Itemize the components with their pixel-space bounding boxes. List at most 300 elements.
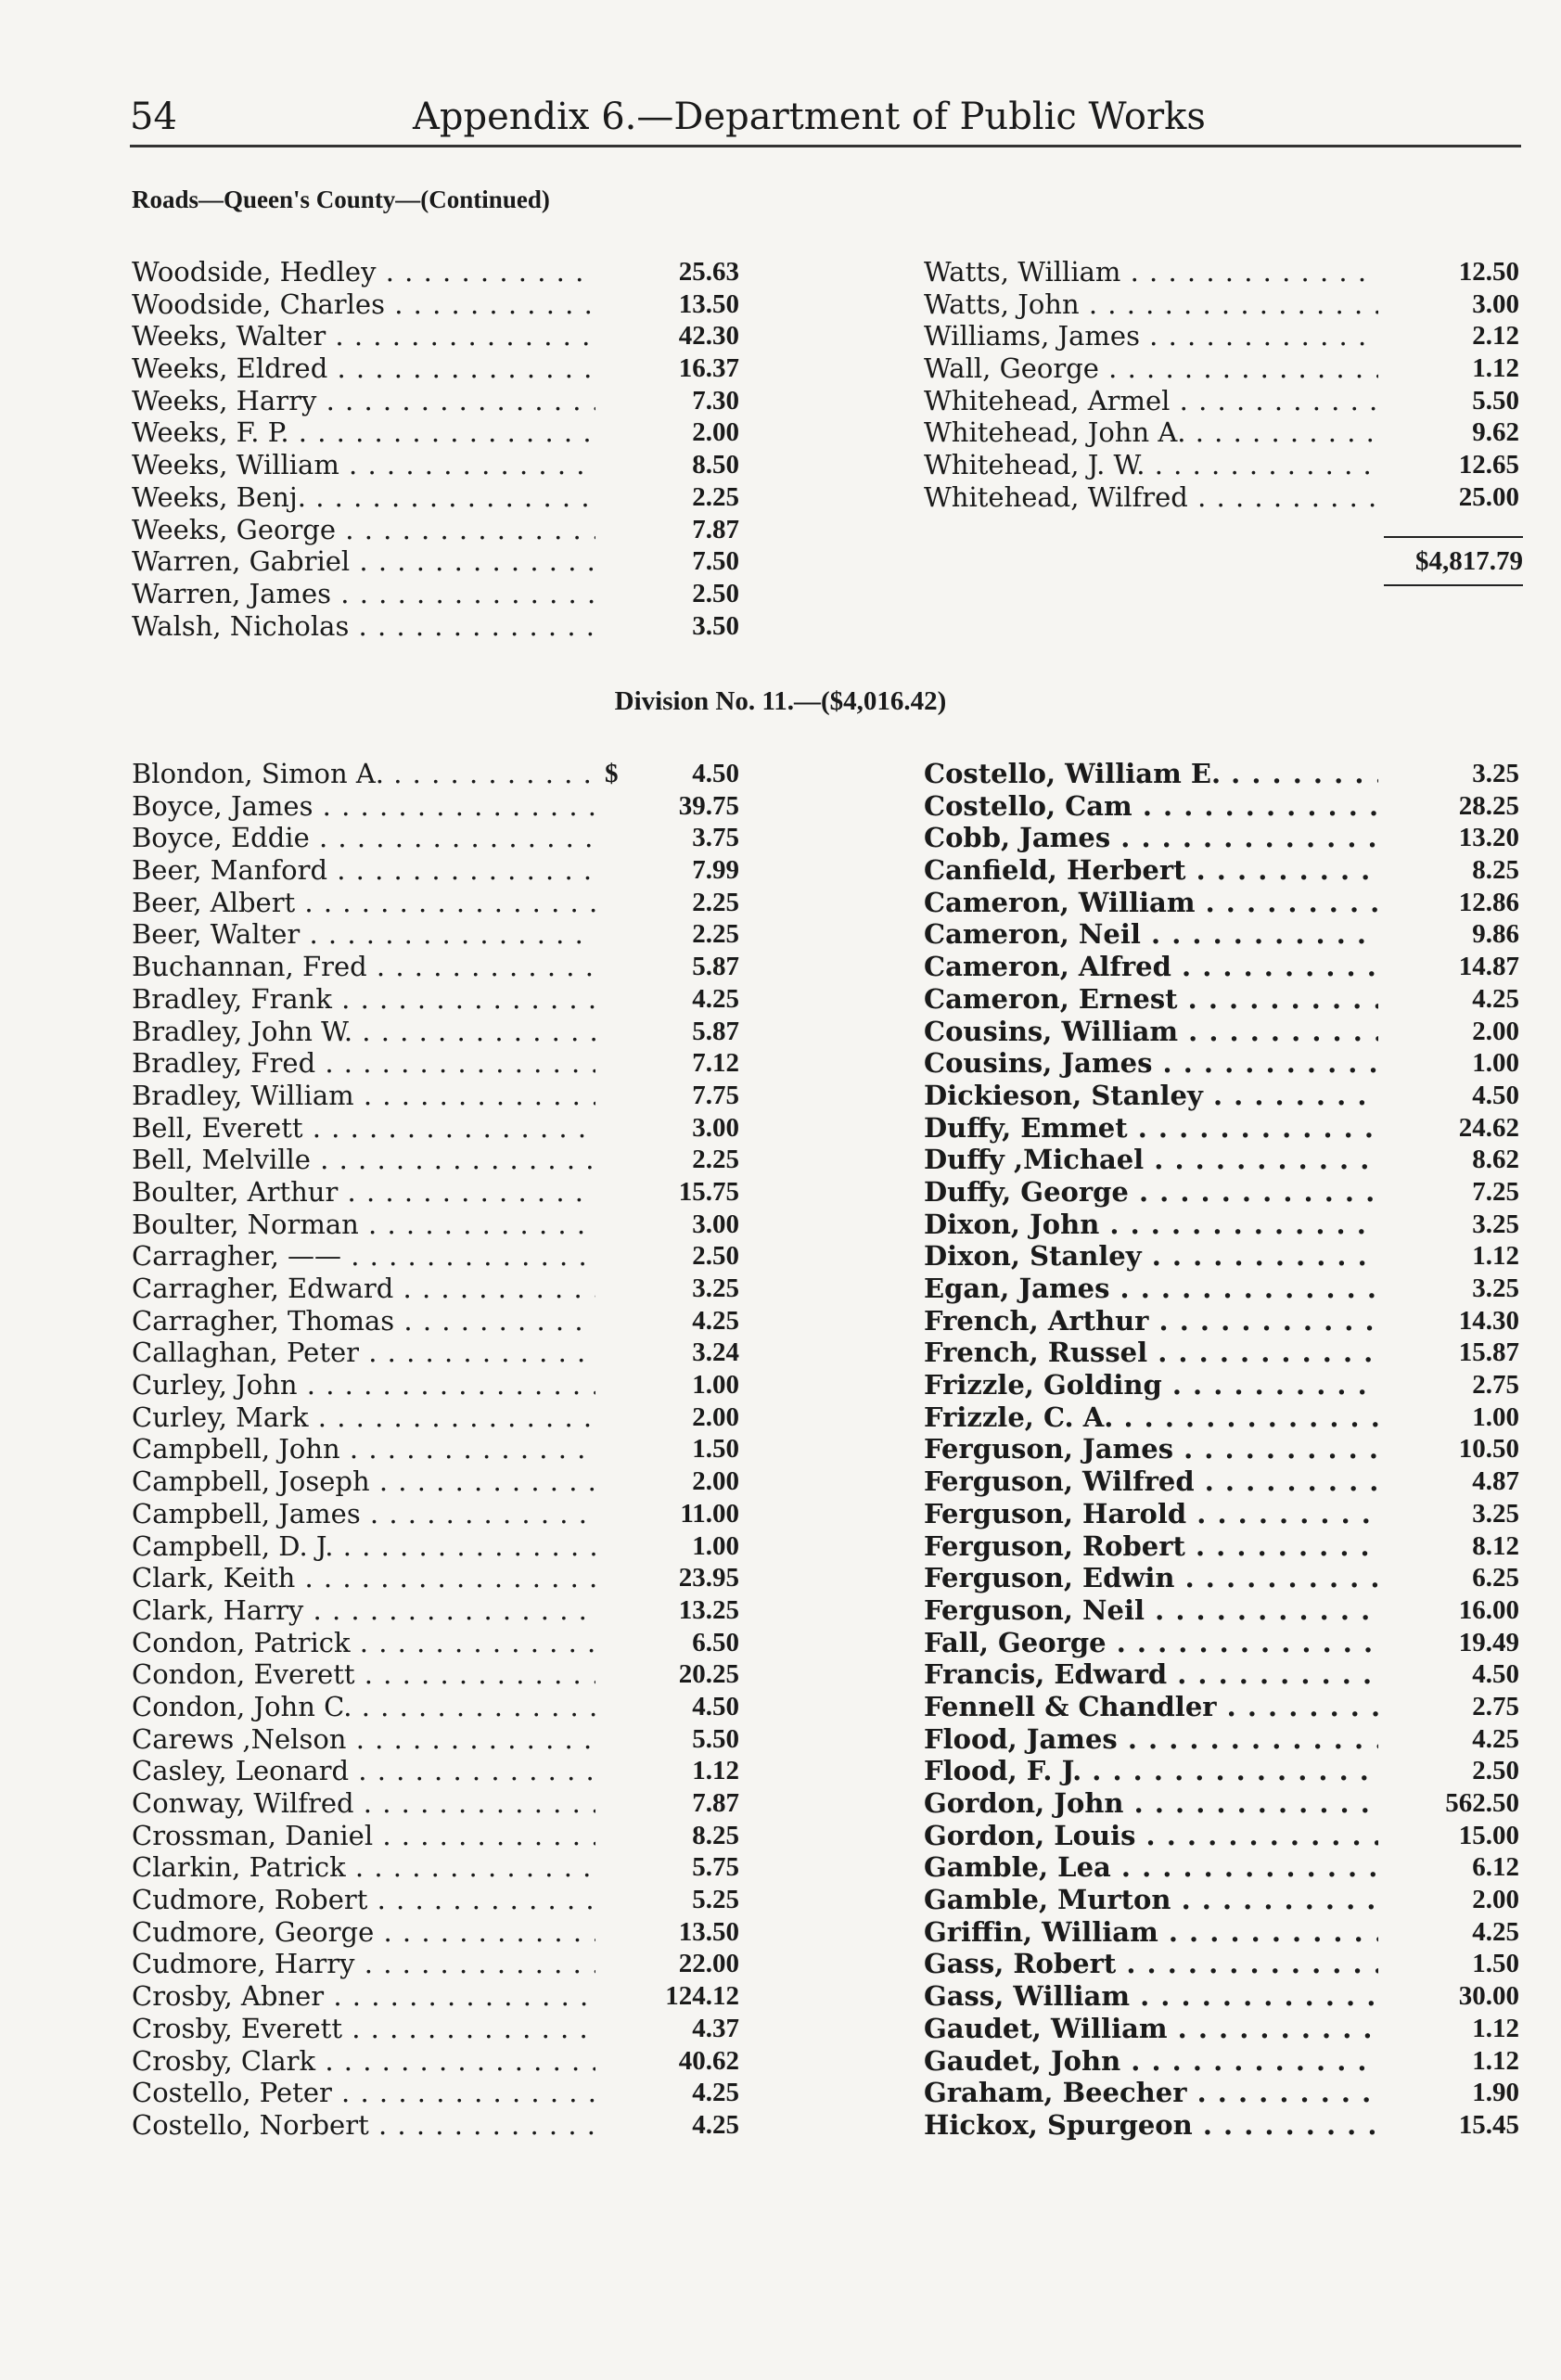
entry-name: Warren, Gabriel . . . [132, 545, 595, 578]
entry-name: Dickieson, Stanley . . . [924, 1080, 1378, 1112]
list-item [132, 1401, 744, 1434]
entry-amount: 5.50 [1472, 385, 1519, 416]
entry-name: Gamble, Lea . . . [924, 1851, 1378, 1884]
entry-name: Williams, James . . . [924, 320, 1378, 352]
list-item [924, 1916, 1523, 1949]
list-item [132, 256, 744, 288]
list-item [132, 1948, 744, 1980]
entry-amount: 22.00 [678, 1949, 739, 1979]
entry-amount: 4.50 [1472, 1080, 1519, 1110]
list-item [132, 1787, 744, 1820]
list-item [132, 1016, 744, 1048]
entry-name: Duffy, Emmet . . . [924, 1112, 1378, 1145]
entry-amount: 1.00 [692, 1370, 739, 1401]
list-item [132, 1498, 744, 1530]
division-left-list [132, 758, 744, 2142]
list-item [132, 1337, 744, 1369]
entry-amount: 4.25 [1472, 1723, 1519, 1754]
division-heading: Division No. 11.—($4,016.42) [614, 686, 947, 716]
entry-name: Gordon, Louis . . . [924, 1820, 1378, 1852]
entry-name: Gass, William . . . [924, 1980, 1378, 2013]
list-item [132, 288, 744, 321]
entry-amount: 1.00 [1472, 1048, 1519, 1079]
list-item [132, 758, 744, 790]
entry-name: Duffy ,Michael . . . [924, 1144, 1378, 1176]
entry-name: Campbell, Joseph . . . [132, 1465, 595, 1498]
entry-name: Campbell, D. J. . . . [132, 1530, 595, 1563]
page-number: 54 [130, 96, 177, 138]
list-item [132, 1369, 744, 1401]
entry-name: Egan, James . . . [924, 1273, 1378, 1305]
entry-amount: 3.50 [692, 610, 739, 641]
entry-amount: 4.25 [692, 2078, 739, 2108]
list-item [132, 449, 744, 481]
entry-amount: 24.62 [1458, 1112, 1519, 1143]
entry-amount: 9.86 [1472, 919, 1519, 950]
list-item [924, 1658, 1523, 1691]
entry-amount: 12.86 [1458, 887, 1519, 917]
entry-amount: 9.62 [1472, 417, 1519, 448]
entry-name: Clarkin, Patrick . . . [132, 1851, 595, 1884]
list-item [132, 1627, 744, 1659]
entry-amount: 7.75 [692, 1080, 739, 1110]
entry-name: Callaghan, Peter . . . [132, 1337, 595, 1369]
list-item [924, 1787, 1523, 1820]
entry-name: Crosby, Everett . . . [132, 2013, 595, 2045]
entry-name: Walsh, Nicholas . . . [132, 610, 595, 643]
entry-amount: 7.30 [692, 385, 739, 416]
entry-name: Francis, Edward . . . [924, 1658, 1378, 1691]
list-item [924, 2109, 1523, 2142]
entry-amount: 4.50 [692, 759, 739, 788]
list-item [924, 1080, 1523, 1112]
list-item [132, 2013, 744, 2045]
entry-amount: 20.25 [678, 1659, 739, 1690]
entry-name: Boyce, Eddie . . . [132, 822, 595, 854]
entry-amount: 7.87 [692, 1788, 739, 1818]
entry-name: Clark, Harry . . . [132, 1594, 595, 1627]
list-item [924, 1240, 1523, 1273]
entry-name: Frizzle, C. A. . . . [924, 1401, 1378, 1434]
entry-amount: 2.25 [692, 887, 739, 917]
list-item [132, 2045, 744, 2078]
entry-amount: 13.25 [678, 1594, 739, 1625]
entry-amount: 15.00 [1458, 1820, 1519, 1850]
list-item [132, 1433, 744, 1465]
entry-name: Whitehead, Armel . . . [924, 385, 1378, 417]
list-item [924, 1465, 1523, 1498]
entry-name: Frizzle, Golding . . . [924, 1369, 1378, 1401]
list-item [132, 385, 744, 417]
entry-name: Crosby, Abner . . . [132, 1980, 595, 2013]
entry-name: Cudmore, George . . . [132, 1916, 595, 1949]
entry-amount: 6.50 [692, 1627, 739, 1657]
entry-amount: 562.50 [1445, 1788, 1519, 1818]
entry-amount: 15.87 [1458, 1337, 1519, 1368]
entry-name: Blondon, Simon A. . . . [132, 758, 595, 790]
list-item [924, 352, 1523, 385]
entry-amount: 4.25 [1472, 1916, 1519, 1947]
entry-amount: 5.50 [692, 1723, 739, 1754]
entry-name: Boulter, Arthur . . . [132, 1176, 595, 1209]
entry-name: Cameron, Alfred . . . [924, 951, 1378, 983]
entry-name: Watts, William . . . [924, 256, 1378, 288]
entry-name: Griffin, William . . . [924, 1916, 1378, 1949]
list-item [132, 2109, 744, 2142]
entry-amount: 4.25 [692, 2109, 739, 2140]
list-item [132, 481, 744, 514]
entry-name: Fennell & Chandler . . . [924, 1691, 1378, 1723]
list-item [924, 2077, 1523, 2109]
list-item [924, 1112, 1523, 1145]
list-item [132, 1755, 744, 1787]
list-item [924, 1047, 1523, 1080]
entry-amount: 5.87 [692, 1016, 739, 1046]
entry-amount: 1.12 [692, 1756, 739, 1786]
list-item [924, 1401, 1523, 1434]
list-item [924, 918, 1523, 951]
entry-name: Ferguson, James . . . [924, 1433, 1378, 1465]
section-total: $4,817.79 [1415, 546, 1523, 576]
entry-name: Gamble, Murton . . . [924, 1884, 1378, 1916]
entry-amount: 8.25 [1472, 855, 1519, 886]
entry-name: Weeks, William . . . [132, 449, 595, 481]
entry-name: Crosby, Clark . . . [132, 2045, 595, 2078]
entry-amount: 13.50 [678, 1916, 739, 1947]
entry-name: Ferguson, Robert . . . [924, 1530, 1378, 1563]
entry-name: Watts, John . . . [924, 288, 1378, 321]
entry-name: Ferguson, Edwin . . . [924, 1562, 1378, 1594]
list-item [132, 1723, 744, 1756]
entry-name: Carragher, Thomas . . . [132, 1305, 595, 1337]
list-item [924, 1337, 1523, 1369]
entry-name: Carews ,Nelson . . . [132, 1723, 595, 1756]
entry-name: Clark, Keith . . . [132, 1562, 595, 1594]
entry-amount: 4.25 [1472, 983, 1519, 1014]
entry-name: Bradley, Frank . . . [132, 983, 595, 1016]
entry-amount: 3.25 [1472, 1273, 1519, 1303]
list-item [132, 1851, 744, 1884]
list-item [924, 854, 1523, 887]
entry-amount: 3.25 [1472, 759, 1519, 788]
entry-name: Cudmore, Robert . . . [132, 1884, 595, 1916]
entry-name: Whitehead, John A. . . . [924, 416, 1378, 449]
list-item [924, 1273, 1523, 1305]
entry-name: Graham, Beecher . . . [924, 2077, 1378, 2109]
entry-name: Weeks, Benj. . . . [132, 481, 595, 514]
list-item [132, 514, 744, 546]
entry-amount: 2.75 [1472, 1370, 1519, 1401]
entry-amount: 4.37 [692, 2013, 739, 2043]
entry-amount: 13.20 [1458, 823, 1519, 853]
entry-name: Curley, John . . . [132, 1369, 595, 1401]
list-item [132, 822, 744, 854]
list-item [924, 1884, 1523, 1916]
entry-name: Dixon, John . . . [924, 1209, 1378, 1241]
entry-name: Flood, James . . . [924, 1723, 1378, 1756]
entry-amount: 3.00 [692, 1112, 739, 1143]
list-item [132, 1530, 744, 1563]
total-bottom-rule [1384, 584, 1523, 586]
entry-name: Bradley, Fred . . . [132, 1047, 595, 1080]
entry-amount: 7.12 [692, 1048, 739, 1079]
entry-name: Condon, John C. . . . [132, 1691, 595, 1723]
entry-amount: 1.12 [1472, 2045, 1519, 2076]
entry-amount: 8.25 [692, 1820, 739, 1850]
list-item [132, 2077, 744, 2109]
list-item [132, 951, 744, 983]
page-header [130, 89, 1521, 147]
list-item [924, 320, 1523, 352]
entry-name: Casley, Leonard . . . [132, 1755, 595, 1787]
list-item [132, 1916, 744, 1949]
entry-name: Weeks, Walter . . . [132, 320, 595, 352]
entry-amount: 2.25 [692, 919, 739, 950]
entry-amount: 124.12 [665, 1981, 739, 2012]
entry-amount: 2.50 [692, 578, 739, 608]
entry-amount: 2.00 [692, 1401, 739, 1432]
entry-amount: 5.87 [692, 952, 739, 982]
entry-name: Whitehead, J. W. . . . [924, 449, 1378, 481]
entry-amount: 2.12 [1472, 321, 1519, 352]
entry-name: Warren, James . . . [132, 578, 595, 610]
entry-amount: 2.00 [692, 417, 739, 448]
list-item [924, 1016, 1523, 1048]
list-item [924, 1948, 1523, 1980]
list-item [924, 1755, 1523, 1787]
entry-amount: 3.75 [692, 823, 739, 853]
entry-amount: 15.75 [678, 1176, 739, 1207]
list-item [132, 918, 744, 951]
entry-name: Weeks, Harry . . . [132, 385, 595, 417]
entry-name: Cousins, James . . . [924, 1047, 1378, 1080]
list-item [924, 1980, 1523, 2013]
entry-name: Costello, Cam . . . [924, 790, 1378, 823]
entry-amount: 2.50 [692, 1241, 739, 1272]
list-item [924, 2045, 1523, 2078]
entry-amount: 4.50 [692, 1691, 739, 1721]
list-item [132, 1080, 744, 1112]
entry-name: Cousins, William . . . [924, 1016, 1378, 1048]
list-item [132, 1980, 744, 2013]
entry-amount: 2.25 [692, 1145, 739, 1175]
list-item [924, 951, 1523, 983]
list-item [924, 1820, 1523, 1852]
list-item [924, 288, 1523, 321]
entry-name: Whitehead, Wilfred . . . [924, 481, 1378, 514]
entry-name: Cobb, James . . . [924, 822, 1378, 854]
entry-name: Costello, Norbert . . . [132, 2109, 595, 2142]
entry-amount: 2.00 [1472, 1016, 1519, 1046]
entry-amount: 6.12 [1472, 1852, 1519, 1883]
entry-name: Boulter, Norman . . . [132, 1209, 595, 1241]
entry-amount: 6.25 [1472, 1563, 1519, 1593]
entry-name: Bell, Melville . . . [132, 1144, 595, 1176]
entry-amount: 4.50 [1472, 1659, 1519, 1690]
entry-amount: 28.25 [1458, 790, 1519, 821]
entry-amount: 2.00 [1472, 1885, 1519, 1915]
entry-amount: 1.90 [1472, 2078, 1519, 2108]
list-item [924, 256, 1523, 288]
list-item [132, 1209, 744, 1241]
list-item [924, 449, 1523, 481]
list-item [132, 1820, 744, 1852]
section-total-block [1376, 536, 1523, 586]
entry-amount: 42.30 [678, 321, 739, 352]
list-item [132, 1273, 744, 1305]
entry-name: Bradley, William . . . [132, 1080, 595, 1112]
entry-name: Wall, George . . . [924, 352, 1378, 385]
list-item [132, 887, 744, 919]
list-item [924, 1433, 1523, 1465]
entry-name: Beer, Albert . . . [132, 887, 595, 919]
list-item [924, 822, 1523, 854]
entry-amount: 1.00 [692, 1530, 739, 1561]
entry-name: Cameron, William . . . [924, 887, 1378, 919]
entry-amount: 1.50 [692, 1434, 739, 1465]
entry-name: Campbell, James . . . [132, 1498, 595, 1530]
entry-name: Cameron, Neil . . . [924, 918, 1378, 951]
list-item [132, 983, 744, 1016]
list-item [924, 1209, 1523, 1241]
entry-amount: 3.25 [692, 1273, 739, 1303]
currency-symbol: $ [605, 759, 619, 788]
list-item [924, 1369, 1523, 1401]
entry-name: Costello, Peter . . . [132, 2077, 595, 2109]
entry-name: Bell, Everett . . . [132, 1112, 595, 1145]
list-item [132, 1465, 744, 1498]
entry-name: Ferguson, Harold . . . [924, 1498, 1378, 1530]
entry-amount: 23.95 [678, 1563, 739, 1593]
entry-amount: 1.12 [1472, 353, 1519, 384]
entry-amount: 3.25 [1472, 1498, 1519, 1529]
list-item [132, 545, 744, 578]
entry-amount: 1.12 [1472, 1241, 1519, 1272]
entry-amount: 14.87 [1458, 952, 1519, 982]
entry-amount: 11.00 [680, 1498, 739, 1529]
list-item [924, 416, 1523, 449]
section-right-list [924, 256, 1523, 514]
list-item [924, 1627, 1523, 1659]
entry-name: Gordon, John . . . [924, 1787, 1378, 1820]
entry-amount: 2.50 [1472, 1756, 1519, 1786]
list-item [132, 1047, 744, 1080]
entry-name: Weeks, F. P. . . . [132, 416, 595, 449]
entry-name: Costello, William E. . . . [924, 758, 1378, 790]
list-item [132, 1305, 744, 1337]
entry-amount: 7.50 [692, 546, 739, 577]
entry-name: Gaudet, John . . . [924, 2045, 1378, 2078]
entry-name: Campbell, John . . . [132, 1433, 595, 1465]
entry-amount: 3.00 [692, 1209, 739, 1239]
page-title: Appendix 6.—Department of Public Works [413, 96, 1206, 138]
entry-amount: 12.65 [1458, 450, 1519, 480]
section-left-list [132, 256, 744, 642]
entry-amount: 40.62 [678, 2045, 739, 2076]
list-item [924, 1562, 1523, 1594]
entry-amount: 5.75 [692, 1852, 739, 1883]
list-item [132, 1144, 744, 1176]
list-item [132, 1658, 744, 1691]
list-item [132, 578, 744, 610]
entry-amount: 15.45 [1458, 2109, 1519, 2140]
list-item [924, 758, 1523, 790]
list-item [924, 1691, 1523, 1723]
list-item [132, 610, 744, 643]
entry-name: Beer, Walter . . . [132, 918, 595, 951]
entry-name: Hickox, Spurgeon . . . [924, 2109, 1378, 2142]
entry-name: Curley, Mark . . . [132, 1401, 595, 1434]
list-item [924, 1594, 1523, 1627]
list-item [132, 1594, 744, 1627]
list-item [132, 1112, 744, 1145]
entry-name: Woodside, Charles . . . [132, 288, 595, 321]
entry-name: Beer, Manford . . . [132, 854, 595, 887]
entry-amount: 2.25 [692, 481, 739, 512]
list-item [132, 1562, 744, 1594]
entry-name: Weeks, George . . . [132, 514, 595, 546]
list-item [924, 790, 1523, 823]
entry-amount: 5.25 [692, 1885, 739, 1915]
list-item [924, 1851, 1523, 1884]
list-item [924, 1498, 1523, 1530]
entry-name: Carragher, —— . . . [132, 1240, 595, 1273]
entry-name: French, Russel . . . [924, 1337, 1378, 1369]
entry-name: Gass, Robert . . . [924, 1948, 1378, 1980]
entry-name: Condon, Everett . . . [132, 1658, 595, 1691]
entry-name: Condon, Patrick . . . [132, 1627, 595, 1659]
list-item [132, 320, 744, 352]
entry-name: Dixon, Stanley . . . [924, 1240, 1378, 1273]
entry-name: Conway, Wilfred . . . [132, 1787, 595, 1820]
list-item [924, 385, 1523, 417]
entry-name: Ferguson, Neil . . . [924, 1594, 1378, 1627]
entry-amount: 2.00 [692, 1466, 739, 1497]
entry-amount: 19.49 [1458, 1627, 1519, 1657]
entry-amount: 3.25 [1472, 1209, 1519, 1239]
entry-name: Boyce, James . . . [132, 790, 595, 823]
entry-amount: 1.50 [1472, 1949, 1519, 1979]
entry-name: Ferguson, Wilfred . . . [924, 1465, 1378, 1498]
list-item [132, 854, 744, 887]
entry-name: Crossman, Daniel . . . [132, 1820, 595, 1852]
entry-name: Carragher, Edward . . . [132, 1273, 595, 1305]
entry-name: Canfield, Herbert . . . [924, 854, 1378, 887]
entry-amount: 7.87 [692, 514, 739, 544]
list-item [132, 1240, 744, 1273]
list-item [132, 1691, 744, 1723]
list-item [924, 1176, 1523, 1209]
list-item [924, 1305, 1523, 1337]
entry-amount: 8.62 [1472, 1145, 1519, 1175]
list-item [924, 1144, 1523, 1176]
division-right-list [924, 758, 1523, 2142]
entry-amount: 8.50 [692, 450, 739, 480]
entry-amount: 4.87 [1472, 1466, 1519, 1497]
entry-name: Bradley, John W. . . . [132, 1016, 595, 1048]
list-item [132, 790, 744, 823]
entry-amount: 4.25 [692, 1305, 739, 1336]
list-item [924, 2013, 1523, 2045]
entry-name: Woodside, Hedley . . . [132, 256, 595, 288]
list-item [132, 416, 744, 449]
entry-amount: 12.50 [1458, 257, 1519, 287]
entry-amount: 7.25 [1472, 1176, 1519, 1207]
entry-name: Duffy, George . . . [924, 1176, 1378, 1209]
list-item [924, 1530, 1523, 1563]
entry-name: Fall, George . . . [924, 1627, 1378, 1659]
list-item [924, 887, 1523, 919]
